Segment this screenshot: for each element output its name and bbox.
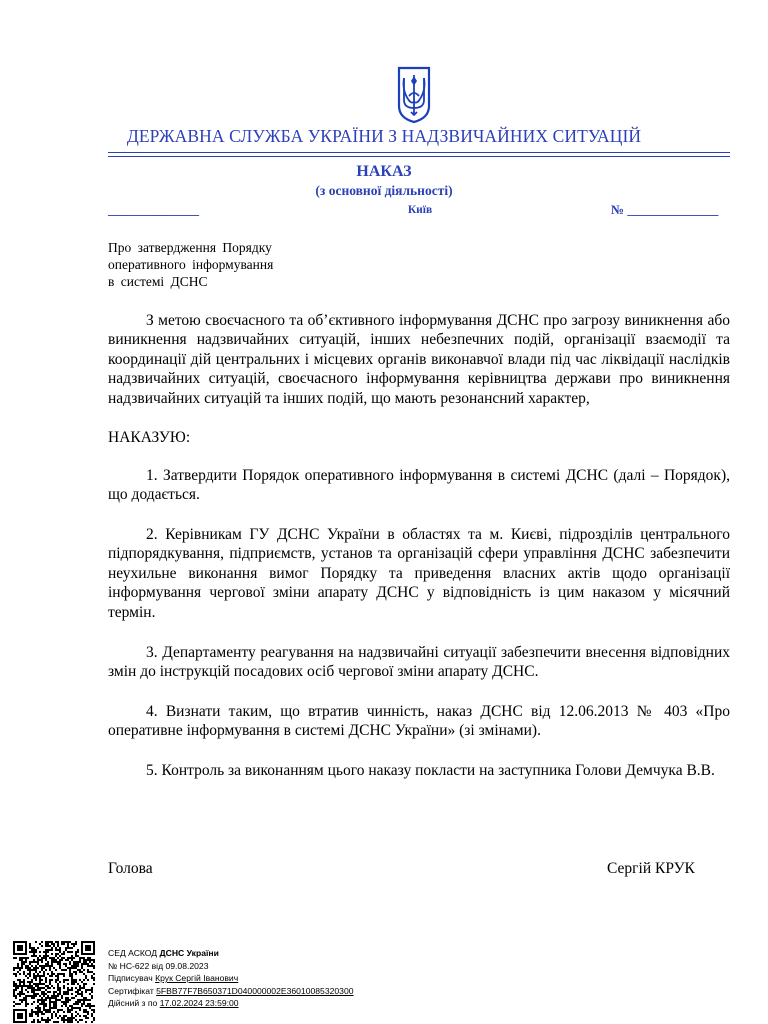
- order-item: [108, 643, 730, 682]
- order-item: [108, 761, 730, 780]
- stamp-cert-label: Сертифікат: [108, 985, 157, 996]
- order-word: НАКАЗУЮ:: [108, 429, 191, 446]
- stamp-valid-value: 17.02.2024 23:59:00: [159, 998, 239, 1009]
- stamp-system-prefix: СЕД АСКОД: [108, 948, 160, 958]
- order-subject: [108, 239, 273, 290]
- stamp-signer-name: Крук Сергій Іванович: [155, 973, 239, 984]
- order-item-text: 4. Визнати таким, що втратив чинність, наказ ДСНС від 12.06.2013 № 403 «Про оперативне інформування в системі ДСНС України» (зі змінами).: [108, 703, 730, 740]
- preamble-paragraph: [108, 311, 730, 408]
- signer-name: Сергій КРУК: [607, 860, 695, 877]
- stamp-cert-value: 5FBB77F7B650371D040000002E36010085320300: [156, 985, 354, 996]
- qr-code-icon: [13, 941, 95, 1023]
- header-rule-thin: [108, 156, 730, 157]
- signer-position: Голова: [108, 860, 153, 877]
- order-item-text: 3. Департаменту реагування на надзвичайні ситуації забезпечити внесення відповідних змін до інструкцій посадових осіб чергової зміни апарату ДСНС.: [108, 644, 730, 681]
- document-type: НАКАЗ: [356, 163, 412, 180]
- subject-line: Про затвердження Порядку: [108, 240, 272, 255]
- preamble-text: З метою своєчасного та об’єктивного інформування ДСНС про загрозу виникнення або виникнення надзвичайних ситуацій, інших небезпечних подій, організації взаємодії та координації дій центральних і місцевих органів виконавчої влади під час ліквідації наслідків надзвичайних ситуацій, своєчасного інформування керівництва держави про виникнення надзвичайних ситуацій та інших подій, що мають резонансний характер,: [108, 312, 730, 407]
- stamp-system-name: ДСНС України: [159, 948, 219, 958]
- subject-line: оперативного інформування: [108, 257, 274, 272]
- order-item: [108, 466, 730, 505]
- number-blank-line: № ______________: [611, 202, 719, 217]
- agency-name: ДЕРЖАВНА СЛУЖБА УКРАЇНИ З НАДЗВИЧАЙНИХ СИТУАЦІЙ: [126, 126, 642, 146]
- header-rule-thick: [108, 152, 730, 153]
- order-item: [108, 702, 730, 741]
- order-item-text: 1. Затвердити Порядок оперативного інформування в системі ДСНС (далі – Порядок), що додається.: [108, 467, 730, 504]
- e-signature-stamp: [108, 947, 354, 1010]
- stamp-registration: № НС-622 від 09.08.2023: [108, 960, 209, 971]
- order-item-text: 2. Керівникам ГУ ДСНС України в областях та м. Києві, підрозділів центрального підпорядкування, підприємств, установ та організацій сфери управління ДСНС забезпечити неухильне виконання вимог Порядку та приведення власних актів щодо організації інформування чергової зміни апарату ДСНС у відповідність із цим наказом у місячний термін.: [108, 526, 730, 621]
- trident-emblem-icon: [397, 66, 431, 124]
- city-label: Київ: [407, 204, 433, 216]
- document-subtype: (з основної діяльності): [315, 183, 453, 198]
- order-item: [108, 525, 730, 622]
- stamp-signer-label: Підписувач: [108, 973, 156, 984]
- order-item-text: 5. Контроль за виконанням цього наказу покласти на заступника Голови Демчука В.В.: [146, 762, 715, 779]
- stamp-valid-label: Дійсний з по: [108, 998, 160, 1009]
- subject-line: в системі ДСНС: [108, 274, 208, 289]
- date-blank-line: ______________: [108, 202, 199, 217]
